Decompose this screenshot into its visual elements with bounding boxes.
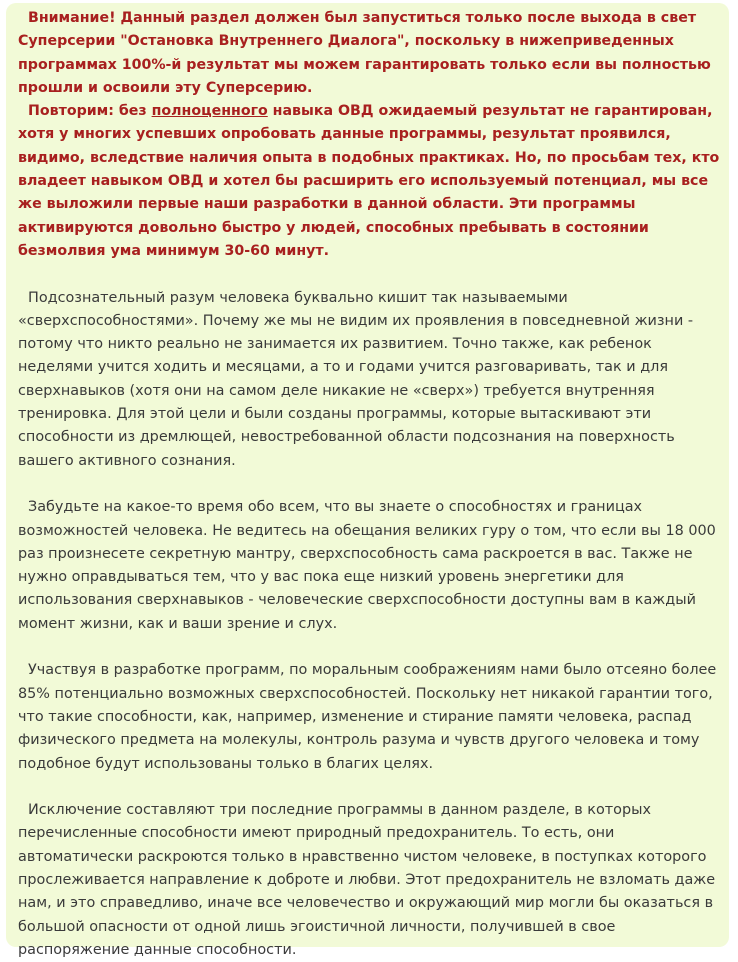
- warning-paragraph-2-end: навыка ОВД ожидаемый результат не гарантирован, хотя у многих успевших опробовать данные программы, результат проявился, видимо, вследствие наличия опыта в подобных практиках. Но, по просьбам тех, кто владеет навыком ОВД и хотел бы расширить его используемый потенциал, мы все же выложили первые наши разработки в данной области. Эти программы активируются довольно быстро у людей, способных пребывать в состоянии безмолвия ума минимум 30-60 минут.: [18, 103, 720, 259]
- article-body: [18, 263, 721, 962]
- warning-block: [18, 7, 721, 263]
- body-paragraph-2: Забудьте на какое-то время обо всем, что вы знаете о способностях и границах возможностей человека. Не ведитесь на обещания великих гуру о том, что если вы 18 000 раз произнесете секретную мантру, сверхспособность сама раскроется в вас. Также не нужно оправдываться тем, что у вас пока еще низкий уровень энергетики для использования сверхнавыков - человеческие сверхспособности доступны вам в каждый момент жизни, как и ваши зрение и слух.: [18, 499, 716, 632]
- warning-underlined-word: полноценного: [151, 103, 268, 120]
- content-panel: [6, 3, 729, 958]
- warning-paragraph-1: Внимание! Данный раздел должен был запуститься только после выхода в свет Суперсерии "Остановка Внутреннего Диалога", поскольку в нижеприведенных программах 100%-й результат мы можем гарантировать только если вы полностью прошли и освоили эту Суперсерию.: [18, 10, 711, 96]
- warning-paragraph-2: [18, 100, 721, 263]
- body-paragraph-4: Исключение составляют три последние программы в данном разделе, в которых перечисленные способности имеют природный предохранитель. То есть, они автоматически раскроются только в нравственно чистом человеке, в поступках которого прослеживается направление к доброте и любви. Этот предохранитель не взломать даже нам, и это справедливо, иначе все человечество и окружающий мир могли бы оказаться в большой опасности от одной лишь эгоистичной личности, получившей в свое распоряжение данные способности.: [18, 802, 716, 958]
- body-paragraph-3: Участвуя в разработке программ, по моральным соображениям нами было отсеяно более 85% потенциально возможных сверхспособностей. Поскольку нет никакой гарантии того, что такие способности, как, например, изменение и стирание памяти человека, распад физического предмета на молекулы, контроль разума и чувств другого человека и тому подобное будут использованы только в благих целях.: [18, 662, 717, 772]
- body-paragraph-1: Подсознательный разум человека буквально кишит так называемыми «сверхспособностями». Почему же мы не видим их проявления в повседневной жизни - потому что никто реально не занимается их развитием. Точно также, как ребенок неделями учится ходить и месяцами, а то и годами учится разговаривать, так и для сверхнавыков (хотя они на самом деле никакие не «сверх») требуется внутренняя тренировка. Для этой цели и были созданы программы, которые вытаскивают эти способности из дремлющей, невостребованной области подсознания на поверхность вашего активного сознания.: [18, 289, 694, 469]
- warning-paragraph-2-start: Повторим: без: [28, 103, 152, 120]
